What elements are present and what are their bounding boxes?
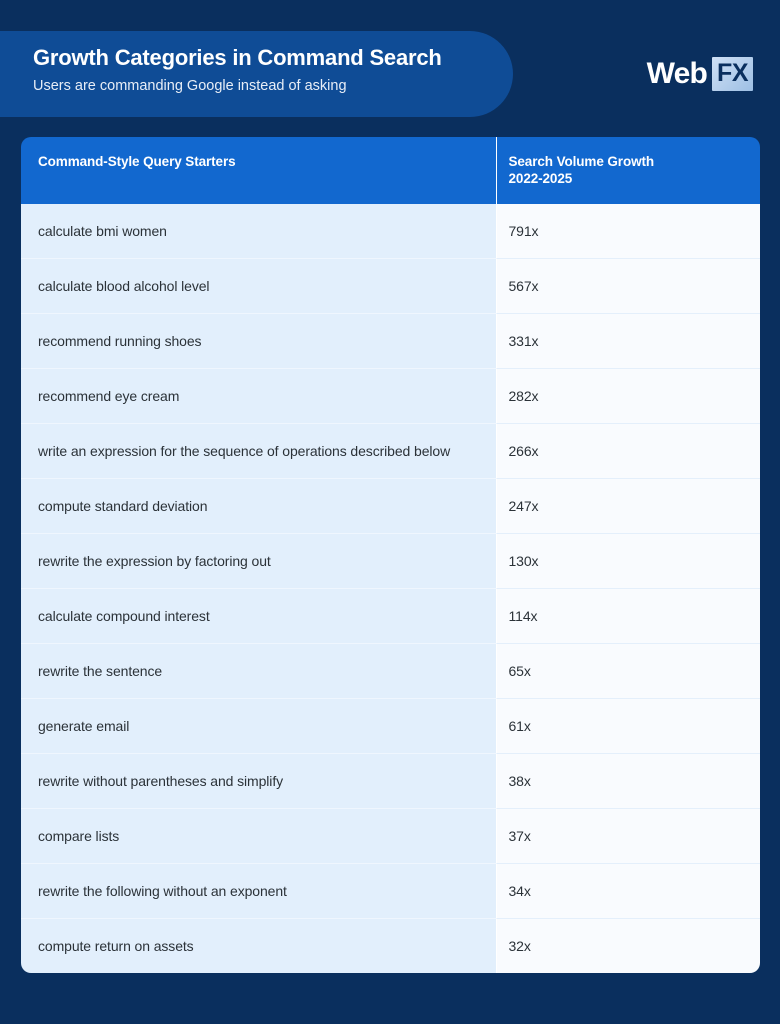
column-header-growth-line2: 2022-2025 <box>508 171 573 186</box>
table-row <box>21 754 760 809</box>
cell-growth: 38x <box>496 754 760 809</box>
table-row <box>21 809 760 864</box>
cell-query: calculate blood alcohol level <box>21 259 496 314</box>
page-title: Growth Categories in Command Search <box>33 45 442 70</box>
column-header-growth-line1: Search Volume Growth <box>508 154 655 169</box>
cell-growth: 130x <box>496 534 760 589</box>
table-row <box>21 259 760 314</box>
table-row <box>21 919 760 974</box>
column-header-query: Command-Style Query Starters <box>21 137 496 204</box>
cell-growth: 331x <box>496 314 760 369</box>
growth-table-container <box>21 137 760 973</box>
table-row <box>21 204 760 259</box>
cell-query: calculate compound interest <box>21 589 496 644</box>
logo-web-text: Web <box>646 57 708 90</box>
webfx-logo <box>647 57 753 91</box>
cell-query: rewrite without parentheses and simplify <box>21 754 496 809</box>
cell-growth: 567x <box>496 259 760 314</box>
table-row <box>21 424 760 479</box>
cell-query: generate email <box>21 699 496 754</box>
table-row <box>21 699 760 754</box>
table-row <box>21 369 760 424</box>
table-row <box>21 534 760 589</box>
cell-growth: 34x <box>496 864 760 919</box>
cell-query: recommend eye cream <box>21 369 496 424</box>
table-row <box>21 479 760 534</box>
cell-query: recommend running shoes <box>21 314 496 369</box>
table-header-row <box>21 137 760 204</box>
cell-query: rewrite the sentence <box>21 644 496 699</box>
cell-query: calculate bmi women <box>21 204 496 259</box>
table-header <box>21 137 760 204</box>
logo-fx-badge: FX <box>712 57 753 91</box>
cell-query: write an expression for the sequence of operations described below <box>21 424 496 479</box>
cell-growth: 114x <box>496 589 760 644</box>
table-row <box>21 314 760 369</box>
table-row <box>21 589 760 644</box>
page-subtitle: Users are commanding Google instead of asking <box>33 78 347 94</box>
header-banner <box>0 31 513 117</box>
cell-growth: 282x <box>496 369 760 424</box>
table-body <box>21 204 760 973</box>
table-row <box>21 864 760 919</box>
cell-growth: 32x <box>496 919 760 974</box>
cell-growth: 266x <box>496 424 760 479</box>
column-header-growth <box>496 137 760 204</box>
cell-growth: 61x <box>496 699 760 754</box>
cell-query: rewrite the expression by factoring out <box>21 534 496 589</box>
cell-query: compare lists <box>21 809 496 864</box>
table-row <box>21 644 760 699</box>
cell-growth: 791x <box>496 204 760 259</box>
cell-growth: 65x <box>496 644 760 699</box>
cell-query: compute return on assets <box>21 919 496 974</box>
growth-table <box>21 137 760 973</box>
cell-query: rewrite the following without an exponent <box>21 864 496 919</box>
cell-growth: 37x <box>496 809 760 864</box>
cell-growth: 247x <box>496 479 760 534</box>
cell-query: compute standard deviation <box>21 479 496 534</box>
